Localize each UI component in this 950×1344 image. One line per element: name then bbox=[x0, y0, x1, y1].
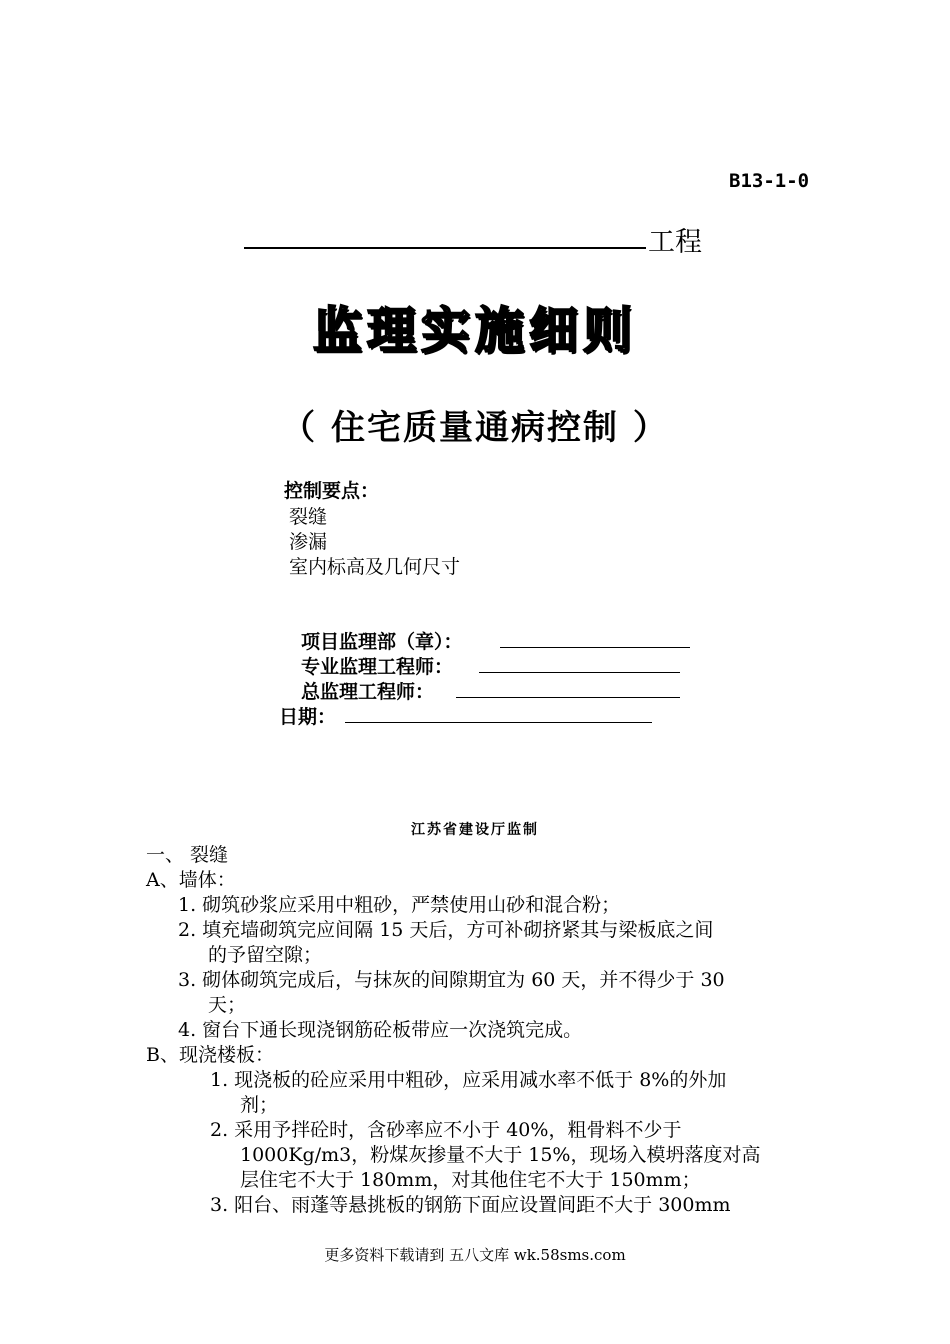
main-title: 监理实施细则 bbox=[312, 302, 637, 359]
signature-date-label: 日期： bbox=[279, 706, 337, 728]
project-name-blank-line bbox=[244, 247, 646, 249]
signature-engineer-label: 专业监理工程师： bbox=[301, 656, 454, 678]
list-item-continuation: 剂； bbox=[240, 1094, 279, 1116]
list-item: 2. 填充墙砌筑完应间隔 15 天后，方可补砌挤紧其与梁板底之间 bbox=[178, 919, 714, 941]
key-point-item: 室内标高及几何尺寸 bbox=[289, 556, 461, 578]
list-item-continuation: 1000Kg/m3，粉煤灰掺量不大于 15%，现场入模坍落度对高 bbox=[240, 1144, 761, 1166]
key-point-item: 渗漏 bbox=[289, 531, 328, 553]
list-item-continuation: 的予留空隙； bbox=[208, 944, 323, 966]
section-heading: 一、 裂缝 bbox=[146, 844, 229, 866]
issuer-label: 江苏省建设厅监制 bbox=[411, 822, 539, 838]
list-item: 1. 现浇板的砼应采用中粗砂，应采用减水率不低于 8%的外加 bbox=[210, 1069, 727, 1091]
signature-engineer-line bbox=[479, 672, 680, 673]
subtitle: （ 住宅质量通病控制 ） bbox=[281, 408, 669, 448]
list-item: 3. 阳台、雨蓬等悬挑板的钢筋下面应设置间距不大于 300mm bbox=[210, 1194, 731, 1216]
key-points-heading: 控制要点： bbox=[284, 480, 380, 502]
list-item-continuation: 层住宅不大于 180mm，对其他住宅不大于 150mm； bbox=[240, 1169, 701, 1191]
list-item-continuation: 天； bbox=[208, 994, 247, 1016]
signature-chief-line bbox=[456, 697, 680, 698]
signature-dept-label: 项目监理部（章）： bbox=[301, 631, 463, 653]
document-code: B13-1-0 bbox=[729, 170, 810, 192]
list-item: 3. 砌体砌筑完成后，与抹灰的间隙期宜为 60 天，并不得少于 30 bbox=[178, 969, 725, 991]
signature-chief-label: 总监理工程师： bbox=[301, 681, 435, 703]
signature-date-line bbox=[345, 722, 652, 723]
list-item: 4. 窗台下通长现浇钢筋砼板带应一次浇筑完成。 bbox=[178, 1019, 583, 1041]
subsection-heading: B、现浇楼板： bbox=[146, 1044, 274, 1066]
subsection-heading: A、墙体： bbox=[146, 869, 236, 891]
key-point-item: 裂缝 bbox=[289, 506, 328, 528]
signature-dept-line bbox=[500, 647, 690, 648]
list-item: 2. 采用予拌砼时，含砂率应不小于 40%，粗骨料不少于 bbox=[210, 1119, 682, 1141]
project-suffix: 工程 bbox=[648, 227, 702, 258]
footer-text: 更多资料下载请到 五八文库 wk.58sms.com bbox=[324, 1246, 626, 1264]
list-item: 1. 砌筑砂浆应采用中粗砂，严禁使用山砂和混合粉； bbox=[178, 894, 621, 916]
